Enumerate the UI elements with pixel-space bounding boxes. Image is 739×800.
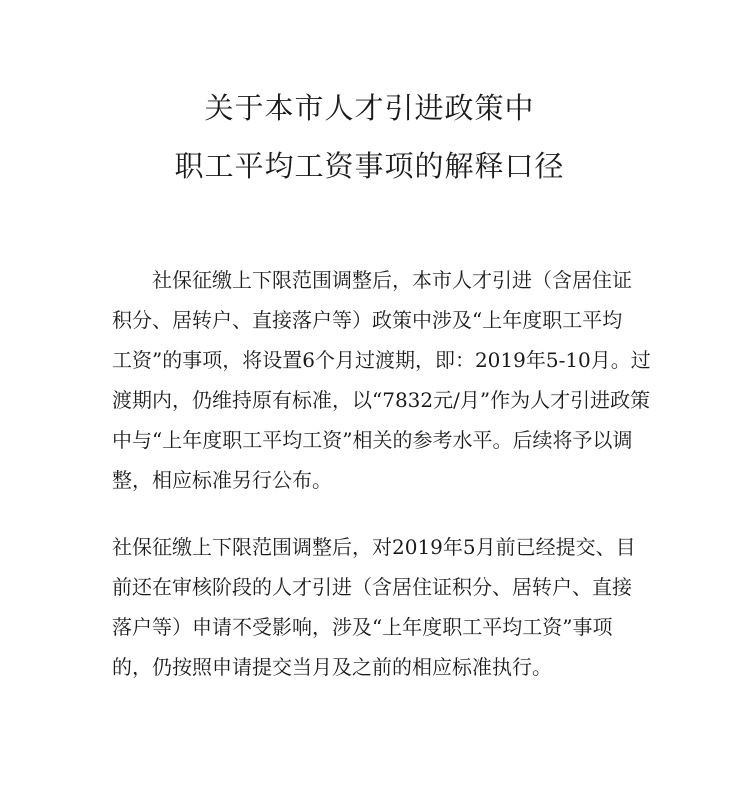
paragraph-1 — [112, 260, 672, 500]
paragraph-1-line: 社保征缴上下限范围调整后，本市人才引进（含居住证 — [152, 268, 632, 292]
document-title-line-1: 关于本市人才引进政策中 — [204, 91, 535, 125]
paragraph-2-line: 的，仍按照申请提交当月及之前的相应标准执行。 — [112, 655, 552, 679]
paragraph-1-line: 积分、居转户、直接落户等）政策中涉及“上年度职工平均 — [112, 308, 623, 332]
paragraph-2-line: 落户等）申请不受影响，涉及“上年度职工平均工资”事项 — [112, 615, 613, 639]
paragraph-2-line: 前还在审核阶段的人才引进（含居住证积分、居转户、直接 — [112, 575, 632, 599]
paragraph-2-line: 社保征缴上下限范围调整后，对2019年5月前已经提交、目 — [112, 535, 636, 559]
paragraph-1-line: 渡期内，仍维持原有标准，以“7832元/月”作为人才引进政策 — [112, 388, 651, 412]
paragraph-1-line: 工资”的事项，将设置6个月过渡期，即：2019年5-10月。过 — [112, 348, 651, 372]
document-title-line-2: 职工平均工资事项的解释口径 — [174, 149, 565, 183]
paragraph-1-line: 中与“上年度职工平均工资”相关的参考水平。后续将予以调 — [112, 428, 633, 452]
paragraph-1-line: 整，相应标准另行公布。 — [112, 468, 332, 492]
paragraph-2 — [112, 527, 672, 687]
